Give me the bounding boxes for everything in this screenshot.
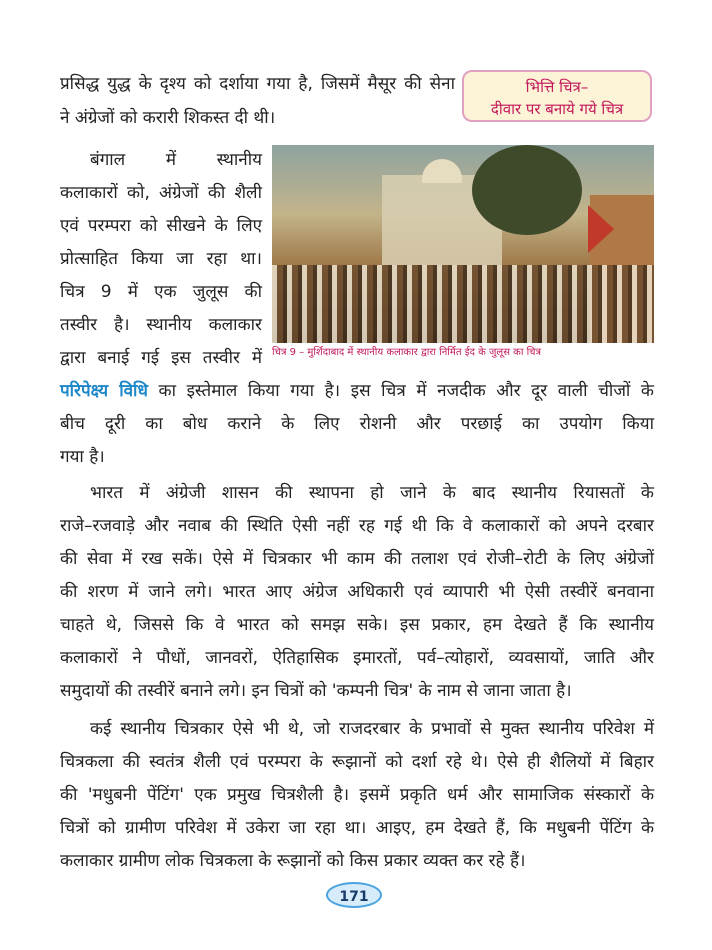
- madhubani-line-3: की 'मधुबनी पेंटिंग' एक प्रमुख चित्रशैली है। इसमें प्रकृति धर्म और सामाजिक संस्कारों के: [60, 785, 654, 805]
- bengal-line-3: एवं परम्परा को सीखने के लिए: [60, 216, 262, 236]
- british-line-7: समुदायों की तस्वीरें बनाने लगे। इन चित्रों को 'कम्पनी चित्र' के नाम से जाना जाता है।: [60, 681, 572, 701]
- british-line-4: की शरण में जाने लगे। भारत आए अंग्रेज अधिकारी एवं व्यापारी भी ऐसी तस्वीरें बनवाना: [60, 582, 654, 602]
- figure-caption: चित्र 9 – मुर्शिदाबाद में स्थानीय कलाकार द्वारा निर्मित ईद के जुलूस का चित्र: [272, 347, 542, 358]
- british-line-5: चाहते थे, जिससे कि वे भारत को समझ सके। इस प्रकार, हम देखते हैं कि स्थानीय: [60, 615, 654, 635]
- painting-tree: [472, 145, 582, 235]
- highlight-term: परिपेक्ष्य विधि: [60, 381, 148, 401]
- madhubani-line-4: चित्रों को ग्रामीण परिवेश में उकेरा जा रहा था। आइए, हम देखते हैं, कि मधुबनी पेंटिंग के: [60, 818, 654, 838]
- bengal-line-8: [60, 376, 654, 406]
- madhubani-line-2: चित्रकला की स्वतंत्र शैली एवं परम्परा के रूझानों को दर्शा रहे थे। ऐसे ही शैलियों में बिहार: [60, 752, 654, 772]
- bengal-line-5: चित्र 9 में एक जुलूस की: [60, 282, 262, 302]
- bengal-line-7: द्वारा बनाई गई इस तस्वीर में: [60, 348, 262, 368]
- bengal-line-8-text: का इस्तेमाल किया गया है। इस चित्र में नजदीक और दूर वाली चीजों के: [147, 381, 654, 401]
- british-line-3: की सेवा में रख सकें। ऐसे में चित्रकार भी काम की तलाश एवं रोजी–रोटी के लिए अंग्रेजों: [60, 549, 654, 569]
- bengal-line-9: बीच दूरी का बोध कराने के लिए रोशनी और परछाई का उपयोग किया: [60, 414, 654, 434]
- definition-callout: [462, 70, 652, 122]
- callout-definition: दीवार पर बनाये गये चित्र: [490, 100, 624, 118]
- intro-line-1: प्रसिद्ध युद्ध के दृश्य को दर्शाया गया है, जिसमें मैसूर की सेना: [60, 74, 455, 94]
- bengal-line-1: बंगाल में स्थानीय: [90, 150, 262, 170]
- painting-crowd: [272, 265, 654, 343]
- bengal-line-2: कलाकारों को, अंग्रेजों की शैली: [60, 183, 262, 203]
- painting-dome: [422, 159, 462, 183]
- madhubani-line-1: कई स्थानीय चित्रकार ऐसे भी थे, जो राजदरबार के प्रभावों से मुक्त स्थानीय परिवेश में: [90, 719, 654, 739]
- bengal-line-10: गया है।: [60, 447, 105, 467]
- intro-line-2: ने अंग्रेजों को करारी शिकस्त दी थी।: [60, 108, 276, 128]
- bengal-line-4: प्रोत्साहित किया जा रहा था।: [60, 249, 262, 269]
- british-line-1: भारत में अंग्रेजी शासन की स्थापना हो जाने के बाद स्थानीय रियासतों के: [90, 483, 654, 503]
- bengal-line-6: तस्वीर है। स्थानीय कलाकार: [60, 315, 262, 335]
- callout-term: भित्ति चित्र–: [525, 78, 589, 96]
- british-line-6: कलाकारों ने पौधों, जानवरों, ऐतिहासिक इमारतों, पर्व–त्योहारों, व्यवसायों, जाति और: [60, 648, 654, 668]
- madhubani-line-5: कलाकार ग्रामीण लोक चित्रकला के रूझानों को किस प्रकार व्यक्त कर रहे हैं।: [60, 851, 526, 871]
- page-number: 171: [326, 882, 382, 908]
- painting-flag: [588, 205, 614, 253]
- british-line-2: राजे–रजवाड़े और नवाब की स्थिति ऐसी नहीं रह गई थी कि वे कलाकारों को अपने दरबार: [60, 516, 654, 536]
- procession-painting: [272, 145, 654, 343]
